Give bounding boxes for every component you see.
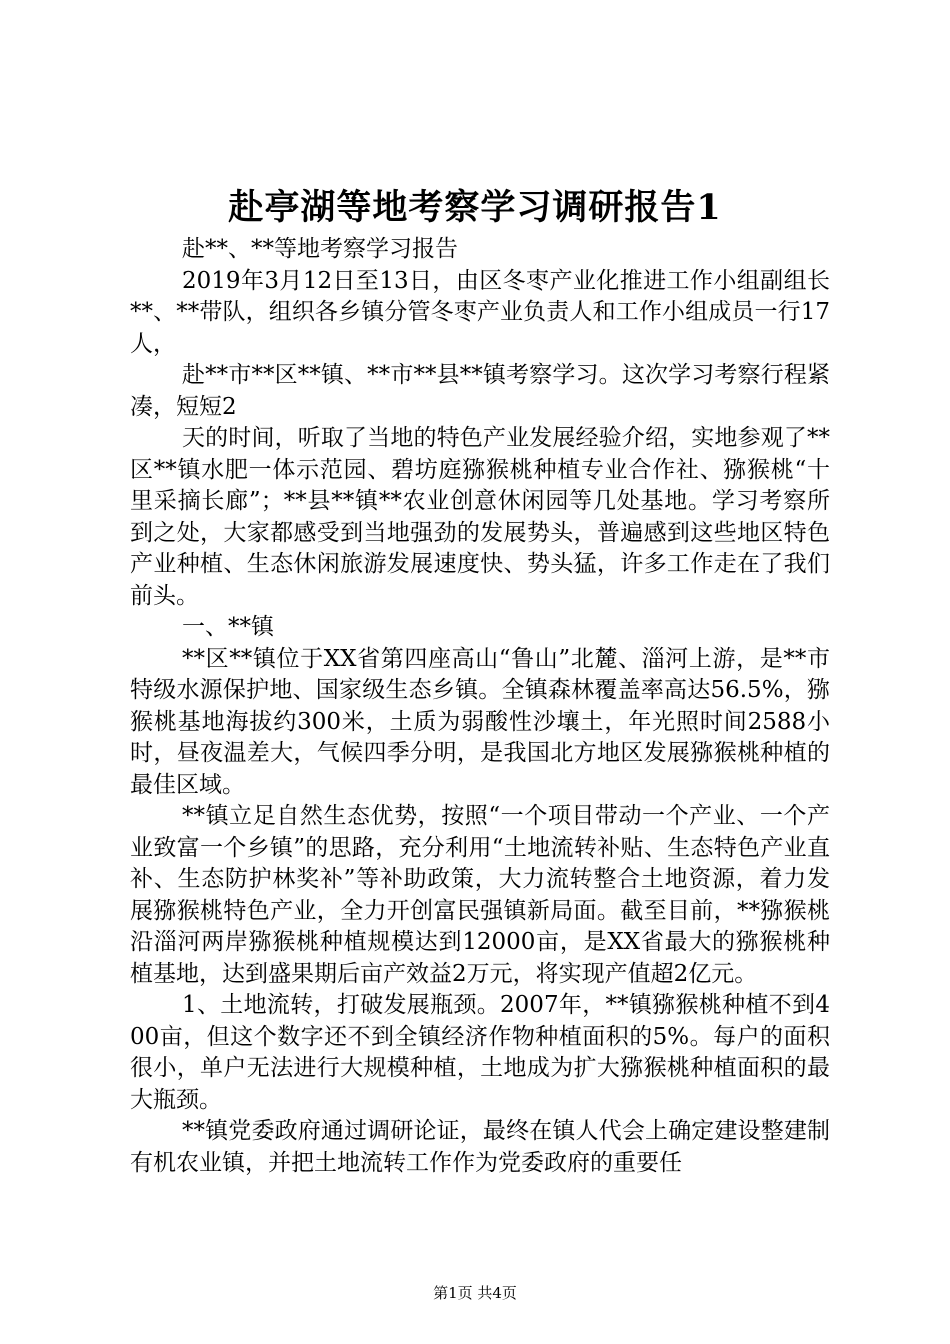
- document-body: [130, 234, 830, 1179]
- section-heading: 一、**镇: [182, 614, 274, 640]
- paragraph: **镇党委政府通过调研论证，最终在镇人代会上确定建设整建制有机农业镇，并把土地流转工作作为党委政府的重要任: [130, 1118, 830, 1176]
- paragraph: 赴**市**区**镇、**市**县**镇考察学习。这次学习考察行程紧凑，短短2: [130, 362, 830, 420]
- paragraph: 2019年3月12日至13日，由区冬枣产业化推进工作小组副组长**、**带队，组织各乡镇分管冬枣产业负责人和工作小组成员一行17人，: [130, 267, 830, 357]
- paragraph: 赴**、**等地考察学习报告: [182, 236, 458, 262]
- paragraph: **区**镇位于XX省第四座高山“鲁山”北麓、淄河上游，是**市特级水源保护地、国家级生态乡镇。全镇森林覆盖率高达56.5%，猕猴桃基地海拔约300米，土质为弱酸性沙壤土，年光照时间2588小时，昼夜温差大，气候四季分明，是我国北方地区发展猕猴桃种植的最佳区域。: [130, 645, 830, 798]
- document-title: 赴亭湖等地考察学习调研报告1: [228, 187, 722, 228]
- paragraph: 1、土地流转，打破发展瓶颈。2007年，**镇猕猴桃种植不到400亩，但这个数字还不到全镇经济作物种植面积的5%。每户的面积很小，单户无法进行大规模种植，土地成为扩大猕猴桃种植面积的最大瓶颈。: [130, 992, 830, 1113]
- paragraph: 天的时间，听取了当地的特色产业发展经验介绍，实地参观了**区**镇水肥一体示范园、碧坊庭猕猴桃种植专业合作社、猕猴桃“十里采摘长廊”；**县**镇**农业创意休闲园等几处基地。学习考察所到之处，大家都感受到当地强劲的发展势头，普遍感到这些地区特色产业种植、生态休闲旅游发展速度快、势头猛，许多工作走在了我们前头。: [130, 425, 830, 609]
- paragraph: **镇立足自然生态优势，按照“一个项目带动一个产业、一个产业致富一个乡镇”的思路，充分利用“土地流转补贴、生态特色产业直补、生态防护林奖补”等补助政策，大力流转整合土地资源，着力发展猕猴桃特色产业，全力开创富民强镇新局面。截至目前，**猕猴桃沿淄河两岸猕猴桃种植规模达到12000亩，是XX省最大的猕猴桃种植基地，达到盛果期后亩产效益2万元，将实现产值超2亿元。: [130, 803, 830, 987]
- page-number-footer: 第1页 共4页: [433, 1284, 517, 1302]
